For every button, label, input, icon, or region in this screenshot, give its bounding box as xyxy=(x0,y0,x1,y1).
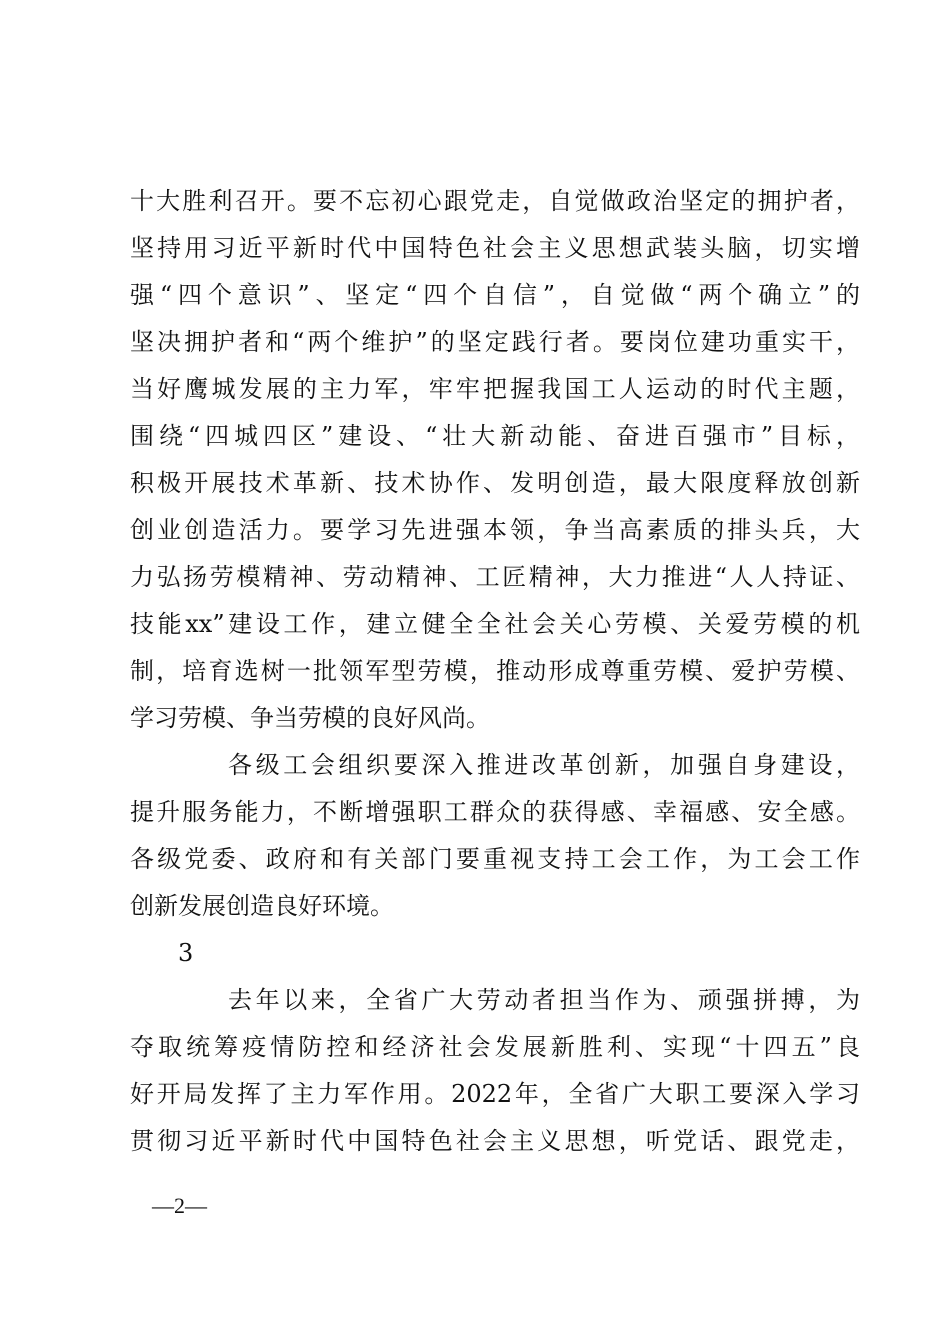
paragraph-1-line-8: 创业创造活力。要学习先进强本领，争当高素质的排头兵，大 xyxy=(130,516,860,544)
paragraph-2-line-2: 提升服务能力，不断增强职工群众的获得感、幸福感、安全感。 xyxy=(130,798,860,826)
paragraph-1-line-12: 学习劳模、争当劳模的良好风尚。 xyxy=(130,704,490,732)
paragraph-2-line-4: 创新发展创造良好环境。 xyxy=(130,892,394,920)
paragraph-3-line-1: 去年以来，全省广大劳动者担当作为、顽强拼搏，为 xyxy=(228,986,860,1014)
paragraph-3-line-2: 夺取统筹疫情防控和经济社会发展新胜利、实现“十四五”良 xyxy=(130,1033,860,1061)
page-number: —2— xyxy=(152,1193,207,1218)
paragraph-3-line-4: 贯彻习近平新时代中国特色社会主义思想，听党话、跟党走， xyxy=(130,1127,860,1155)
section-number: 3 xyxy=(178,939,194,967)
paragraph-1-line-3: 强“四个意识”、坚定“四个自信”，自觉做“两个确立”的 xyxy=(130,281,860,309)
paragraph-1-line-10: 技能xx”建设工作，建立健全全社会关心劳模、关爱劳模的机 xyxy=(130,610,860,638)
paragraph-1-line-11: 制，培育选树一批领军型劳模，推动形成尊重劳模、爱护劳模、 xyxy=(130,657,860,685)
paragraph-1-line-5: 当好鹰城发展的主力军，牢牢把握我国工人运动的时代主题， xyxy=(130,375,860,403)
paragraph-1-line-9: 力弘扬劳模精神、劳动精神、工匠精神，大力推进“人人持证、 xyxy=(130,563,860,591)
paragraph-1-line-6: 围绕“四城四区”建设、“壮大新动能、奋进百强市”目标， xyxy=(130,422,860,450)
paragraph-2-line-3: 各级党委、政府和有关部门要重视支持工会工作，为工会工作 xyxy=(130,845,860,873)
paragraph-1-line-1: 十大胜利召开。要不忘初心跟党走，自觉做政治坚定的拥护者， xyxy=(130,187,860,215)
paragraph-2-line-1: 各级工会组织要深入推进改革创新，加强自身建设， xyxy=(228,751,860,779)
paragraph-3-line-3: 好开局发挥了主力军作用。2022年，全省广大职工要深入学习 xyxy=(130,1080,860,1108)
paragraph-1-line-4: 坚决拥护者和“两个维护”的坚定践行者。要岗位建功重实干， xyxy=(130,328,860,356)
paragraph-1-line-2: 坚持用习近平新时代中国特色社会主义思想武装头脑，切实增 xyxy=(130,234,860,262)
paragraph-1-line-7: 积极开展技术革新、技术协作、发明创造，最大限度释放创新 xyxy=(130,469,860,497)
